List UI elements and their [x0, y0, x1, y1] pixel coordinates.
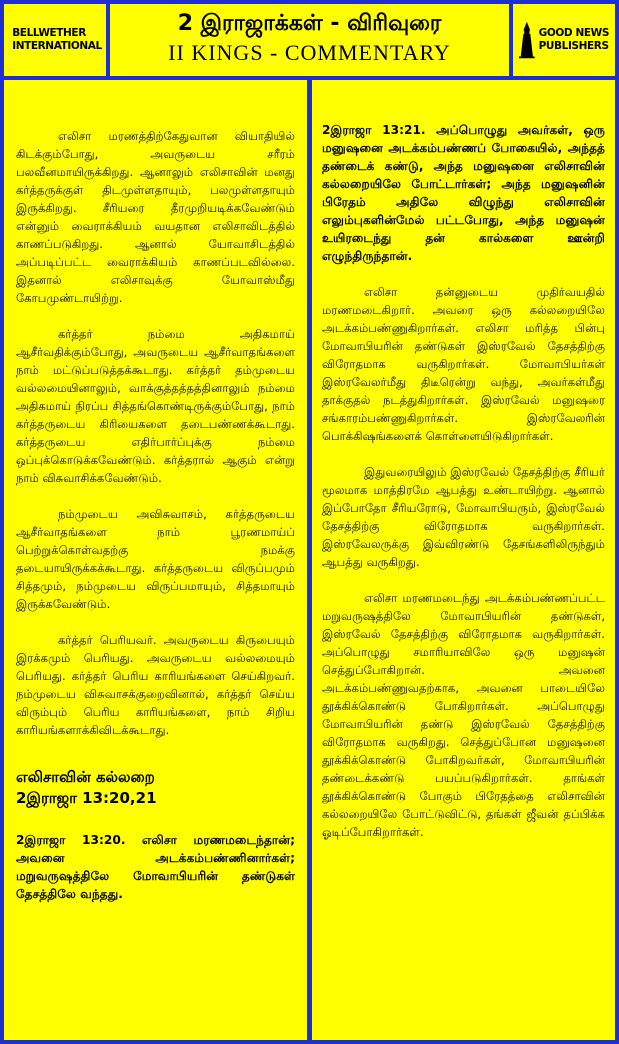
- tower-icon: [519, 19, 535, 61]
- logo-right-line2: PUBLISHERS: [538, 40, 609, 52]
- paragraph: கர்த்தர் நம்மை அதிகமாய் ஆசீர்வதிக்கும்போது, அவருடைய ஆசீர்வாதங்களை நாம் மட்டுப்படுத்தக்கூடாது. கர்த்தர் தம்முடைய வல்லமையினாலும், வாக்குத்தத்தத்தினாலும் நம்மை அதிகமாய் நிரப்ப சித்தங்கொண்டிருக்கும்போது, நாம் கர்த்தருடைய கிரியைகளை தடைபண்ணக்கூடாது. கர்த்தருடைய எதிர்பார்ப்புக்கு நம்மை ஒப்புக்கொடுக்கவேண்டும். கர்த்தரால் ஆகும் என்று நாம் விசுவாசிக்கவேண்டும்.: [16, 327, 295, 485]
- verse-text: 2இராஜா 13:20. எலிசா மரணமடைந்தான்; அவனை அடக்கம்பண்ணினார்கள்; மறுவருஷத்திலே மோவாபியரின் தண்டுகள் தேசத்திலே வந்தது.: [16, 833, 295, 901]
- logo-right-line1: GOOD NEWS: [538, 27, 609, 39]
- section-heading: [16, 767, 295, 809]
- good-news-logo: [513, 4, 615, 76]
- verse-text: 2இராஜா 13:21. அப்பொழுது அவர்கள், ஒரு மனுஷனை அடக்கம்பண்ணப் போகையில், அந்தத் தண்டைக் கண்டு, அந்த மனுஷனை எலிசாவின் கல்லறையிலே போட்டார்கள்; அந்த மனுஷனின் பிரேதம் அதிலே விழுந்து எலிசாவின் எலும்புகளின்மேல் பட்டபோது, அந்த மனுஷன் உயிரடைந்து தன் கால்களை ஊன்றி எழுந்திருந்தான்.: [322, 123, 605, 263]
- left-column: [4, 80, 307, 1040]
- page-header: [110, 4, 509, 76]
- section-heading-title: எலிசாவின் கல்லறை: [16, 768, 155, 786]
- right-column: [312, 80, 615, 1040]
- paragraph: நம்முடைய அவிசுவாசம், கர்த்தருடைய ஆசீர்வாதங்களை நாம் பூரணமாய்ப் பெற்றுக்கொள்வதற்கு நமக்கு தடையாயிருக்கக்கூடாது. கர்த்தருடைய விருப்பமும் சித்தமும், நம்முடைய விருப்பமாயும், சித்தமாயும் இருக்கவேண்டும்.: [16, 507, 295, 611]
- logo-left-line2: INTERNATIONAL: [12, 40, 102, 52]
- section-heading-reference: 2இராஜா 13:20,21: [16, 789, 157, 807]
- logo-left-line1: BELLWETHER: [12, 27, 86, 39]
- paragraph: இதுவரையிலும் இஸ்ரவேல் தேசத்திற்கு சீரியர் மூலமாக மாத்திரமே ஆபத்து உண்டாயிற்று. ஆனால் இப்போதோ சீரியரோடு, மோவாபியரும், இஸ்ரவேல் தேசத்திற்கு விரோதமாக வருகிறார்கள். இஸ்ரவேலருக்கு இவ்விரண்டு தேசங்களிலிருந்தும் ஆபத்து வருகிறது.: [322, 465, 605, 569]
- title-tamil: 2 இராஜாக்கள் - விரிவுரை: [177, 11, 442, 36]
- paragraph: எலிசா மரணமடைந்து அடக்கம்பண்ணப்பட்ட மறுவருஷத்திலே மோவாபியரின் தண்டுகள், இஸ்ரவேல் தேசத்திற்கு விரோதமாக வருகிறார்கள். அப்பொழுது சமாரியாவிலே ஒரு மனுஷன் செத்துப்போகிறான். அவனை அடக்கம்பண்ணுவதற்காக, அவனை பாடையிலே தூக்கிக்கொண்டு போகிறார்கள். அப்பொழுது மோவாபியரின் தண்டு இஸ்ரவேல் தேசத்திற்கு விரோதமாக வருகிறது. செத்துப்போன மனுஷனை தூக்கிக்கொண்டு போகிறவர்கள், மோவாபியரின் தண்டைக்கண்டு பயப்படுகிறார்கள். தாங்கள் தூக்கிக்கொண்டு போகும் பிரேதத்தை எலிசாவின் கல்லறையிலே போட்டுவிட்டு, தங்கள் ஜீவன் தப்பிக்க ஓடிப்போகிறார்கள்.: [322, 591, 605, 839]
- paragraph: கர்த்தர் பெரியவர். அவருடைய கிருபையும் இரக்கமும் பெரியது. அவருடைய வல்லமையும் பெரியது. கர்த்தர் பெரிய காரியங்களை செய்கிறவர். நம்முடைய விசுவாசக்குறைவினால், கர்த்தர் செய்ய விரும்பும் பெரிய காரியங்களை, நாம் சிறிய காரியங்களாக்கிவிடக்கூடாது.: [16, 633, 295, 737]
- paragraph: எலிசா மரணத்திற்கேதுவான வியாதியில் கிடக்கும்போது, அவருடைய சரீரம் பலவீனமாயிருக்கிறது. ஆனாலும் எலிசாவின் மனது கர்த்தருக்குள் திடமுள்ளதாயும், பலமுள்ளதாயும் இருக்கிறது. சீரியரை தீரமுறியடிக்கவேண்டும் என்னும் வைராக்கியம் வயதான எலிசாவிடத்தில் காணப்படுகிறது. ஆனால் யோவாசிடத்தில் அப்படிப்பட்ட வைராக்கியம் காணப்படவில்லை. இதனால் எலிசாவுக்கு யோவாஸ்மீது கோபமுண்டாயிற்று.: [16, 129, 295, 305]
- bellwether-logo: [4, 4, 106, 76]
- paragraph: எலிசா தன்னுடைய முதிர்வயதில் மரணமடைகிறார். அவரை ஒரு கல்லறையிலே அடக்கம்பண்ணுகிறார்கள். எலிசா மரித்த பின்பு மோவாபியரின் தண்டுகள் இஸ்ரவேல் தேசத்திற்கு விரோதமாக வருகிறார்கள். மோவாபியர்கள் இஸ்ரவேலர்மீது திடீரென்று வந்து, அவர்கள்மீது தாக்குதல் நடத்துகிறார்கள். இஸ்ரவேல் மனுஷரை சங்காரம்பண்ணுகிறார்கள். இஸ்ரவேலரின் பொக்கிஷங்களைக் கொள்ளையிடுகிறார்கள்.: [322, 285, 605, 443]
- title-english: II KINGS - COMMENTARY: [168, 40, 451, 65]
